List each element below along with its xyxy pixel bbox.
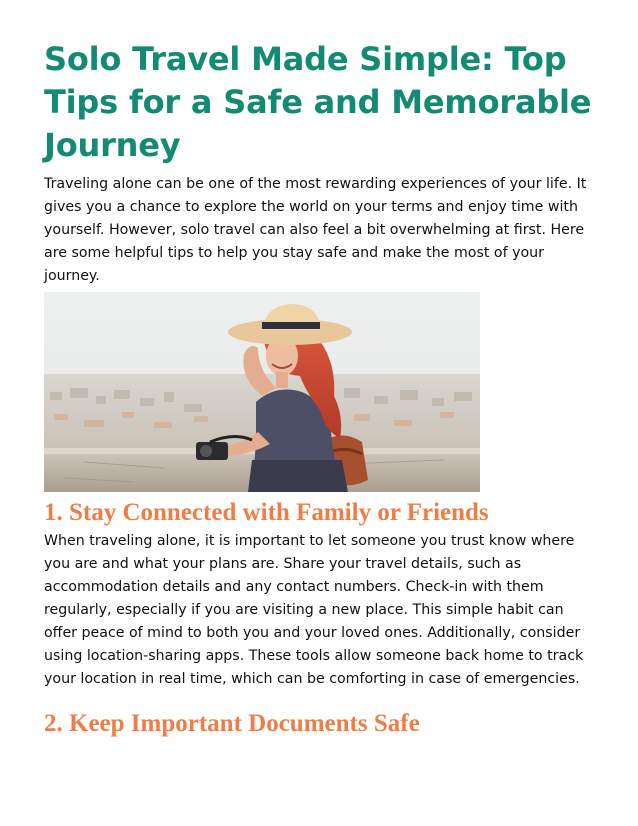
section-body-1: When traveling alone, it is important to let someone you trust know where you are and what your plans are. Share your travel details, such as accommodation details and any contact numbers. Check-in with them regularly, especially if you are visiting a new place. This simple habit can offer peace of mind to both you and your loved ones. Additionally, consider using location-sharing apps. These tools allow someone back home to track your location in real time, which can be comforting in case of emergencies. xyxy=(44,533,584,687)
page-title: Solo Travel Made Simple: Top Tips for a Safe and Memorable Journey xyxy=(44,40,592,164)
section-heading-1: 1. Stay Connected with Family or Friends xyxy=(44,499,489,526)
hero-image xyxy=(44,292,480,492)
section-heading-2: 2. Keep Important Documents Safe xyxy=(44,710,420,737)
intro-paragraph: Traveling alone can be one of the most rewarding experiences of your life. It gives you a chance to explore the world on your terms and enjoy time with yourself. However, solo travel can also feel a bit overwhelming at first. Here are some helpful tips to help you stay safe and make the most of your journey. xyxy=(44,176,587,284)
